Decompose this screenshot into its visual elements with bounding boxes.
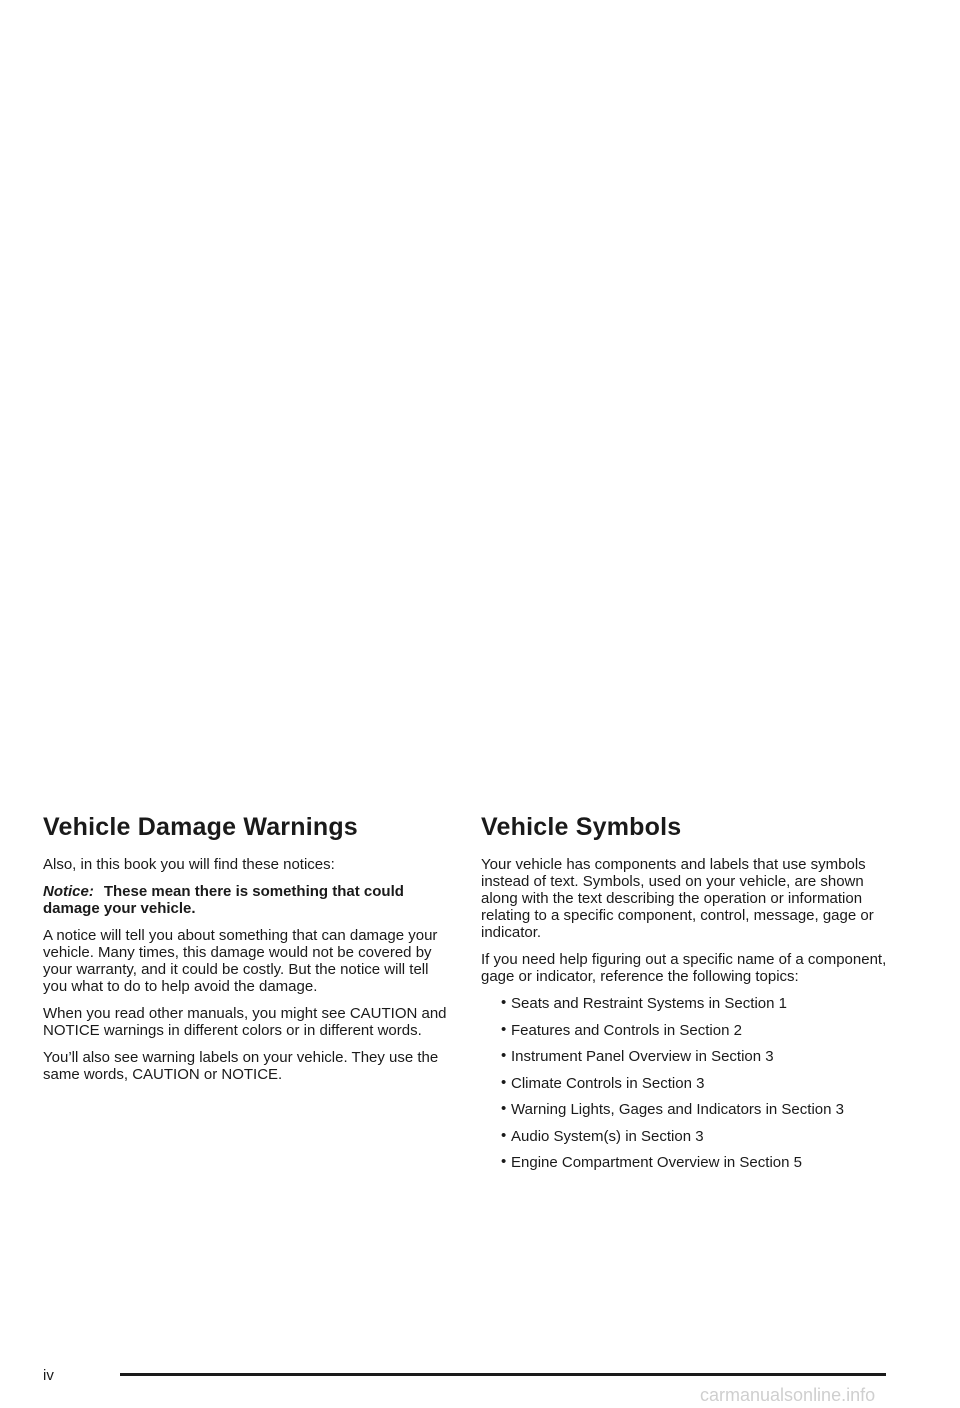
list-item	[481, 1154, 891, 1171]
section-heading-vehicle-symbols: Vehicle Symbols	[481, 813, 682, 841]
watermark: carmanualsonline.info	[700, 1385, 876, 1405]
section-heading-damage-warnings: Vehicle Damage Warnings	[43, 813, 358, 841]
bullet-icon: •	[501, 1126, 507, 1144]
topic-label: Climate Controls in Section 3	[511, 1074, 705, 1092]
topic-label: Warning Lights, Gages and Indicators in Section 3	[511, 1101, 844, 1118]
notice-paragraph	[43, 883, 455, 917]
left-column	[43, 812, 455, 1093]
body-paragraph: If you need help figuring out a specific name of a component, gage or indicator, reference the following topics:	[481, 951, 887, 985]
list-item	[481, 1048, 891, 1065]
list-item	[481, 1101, 891, 1118]
list-item	[481, 995, 891, 1012]
topic-label: Audio System(s) in Section 3	[511, 1127, 704, 1145]
notice-text: These mean there is something that could damage your vehicle.	[43, 883, 404, 917]
bullet-icon: •	[501, 1100, 507, 1117]
list-item	[481, 1075, 891, 1092]
footer-rule	[120, 1373, 886, 1376]
body-paragraph: When you read other manuals, you might see CAUTION and NOTICE warnings in different colors or in different words.	[43, 1005, 447, 1039]
topic-label: Seats and Restraint Systems in Section 1	[511, 995, 787, 1012]
body-paragraph: A notice will tell you about something that can damage your vehicle. Many times, this damage would not be covered by your warranty, and it could be costly. But the notice will tell you what to do to help avoid the damage.	[43, 927, 438, 995]
topics-list	[481, 995, 891, 1171]
bullet-icon: •	[501, 994, 507, 1011]
body-paragraph: You’ll also see warning labels on your vehicle. They use the same words, CAUTION or NOTICE.	[43, 1049, 439, 1083]
bullet-icon: •	[501, 1153, 507, 1170]
topic-label: Features and Controls in Section 2	[511, 1021, 742, 1039]
bullet-icon: •	[501, 1020, 507, 1038]
right-column	[481, 812, 891, 1181]
topic-label: Engine Compartment Overview in Section 5	[511, 1154, 802, 1171]
bullet-icon: •	[501, 1047, 507, 1064]
body-paragraph: Your vehicle has components and labels that use symbols instead of text. Symbols, used on your vehicle, are shown along with the text describing the operation or information relating to a specific component, control, message, gage or indicator.	[481, 856, 874, 941]
notice-label: Notice:	[43, 883, 94, 900]
list-item	[481, 1128, 891, 1145]
topic-label: Instrument Panel Overview in Section 3	[511, 1048, 774, 1065]
page-number: iv	[43, 1367, 54, 1384]
bullet-icon: •	[501, 1073, 507, 1091]
intro-paragraph: Also, in this book you will find these notices:	[43, 856, 335, 873]
list-item	[481, 1022, 891, 1039]
